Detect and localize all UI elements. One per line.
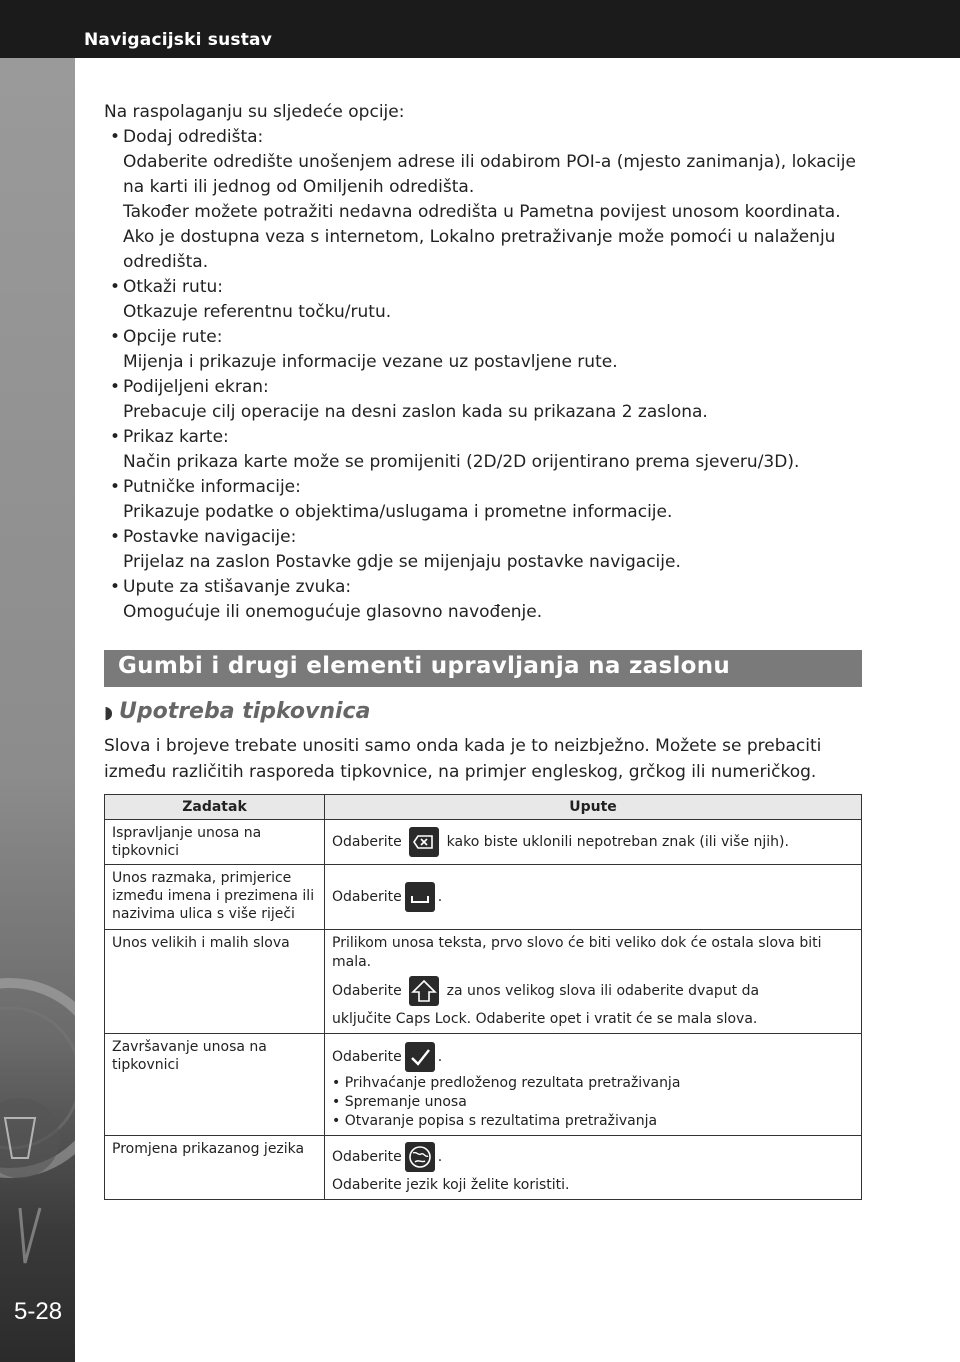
table-row (105, 820, 862, 865)
instructions-cell: Prilikom unosa teksta, prvo slovo će biti veliko dok će ostala slova biti mala. Odaberite za unos velikog slova ili odaberite dvaput da uključite Caps Lock. Odaberite opet i vratit će se mala slova. (325, 930, 862, 1034)
sidebar-decoration (0, 58, 75, 1362)
column-header-instructions: Upute (325, 795, 862, 820)
checkmark-icon (405, 1042, 435, 1072)
task-cell: Promjena prikazanog jezika (105, 1136, 325, 1200)
list-item: • Podijeljeni ekran: Prebacuje cilj operacije na desni zaslon kada su prikazana 2 zaslona. (110, 377, 708, 422)
header-bar (0, 0, 960, 58)
backspace-icon (409, 827, 439, 857)
instructions-cell: Odaberite . • Prihvaćanje predloženog rezultata pretraživanja • Spremanje unosa • Otvaranje popisa s rezultatima pretraživanja (325, 1034, 862, 1136)
list-item: • Opcije rute: Mijenja i prikazuje informacije vezane uz postavljene rute. (110, 327, 618, 372)
task-cell: Završavanje unosa na tipkovnici (105, 1034, 325, 1136)
table-header-row (105, 795, 862, 820)
list-item: • Otvaranje popisa s rezultatima pretraživanja (332, 1113, 658, 1129)
header-title: Navigacijski sustav (84, 30, 272, 50)
keyboard-paragraph: Slova i brojeve trebate unositi samo onda kada je to neizbježno. Možete se prebaciti između različitih rasporeda tipkovnice, na primjer engleskog, grčkog ili numeričkog. (104, 736, 822, 782)
instructions-cell: Odaberite kako biste uklonili nepotreban znak (ili više njih). (325, 820, 862, 865)
section-heading (104, 650, 862, 687)
subsection-heading (104, 699, 370, 724)
list-item: • Postavke navigacije: Prijelaz na zaslon Postavke gdje se mijenjaju postavke navigacije. (110, 527, 681, 572)
list-item: • Otkaži rutu: Otkazuje referentnu točku/rutu. (110, 277, 392, 322)
task-cell: Unos razmaka, primjerice između imena i prezimena ili nazivima ulica s više riječi (105, 865, 325, 930)
list-item: • Prihvaćanje predloženog rezultata pretraživanja (332, 1075, 681, 1091)
keyboard-table (104, 794, 862, 1200)
space-key-icon (405, 882, 435, 912)
instructions-cell: Odaberite . (325, 865, 862, 930)
globe-icon (405, 1142, 435, 1172)
column-header-task: Zadatak (105, 795, 325, 820)
list-item: • Upute za stišavanje zvuka: Omogućuje ili onemogućuje glasovno navođenje. (110, 577, 543, 622)
list-item: • Dodaj odredišta: Odaberite odredište unošenjem adrese ili odabirom POI-a (mjesto zanimanja), lokacije na karti ili jednog od Omiljenih odredišta. Također možete potražiti nedavna odredišta u Pametna povijest unosom koordinata. Ako je dostupna veza s internetom, Lokalno pretraživanje može pomoći u nalaženju odredišta. (110, 127, 856, 272)
section-title: Gumbi i drugi elementi upravljanja na zaslonu (118, 653, 731, 679)
list-item: • Putničke informacije: Prikazuje podatke o objektima/uslugama i prometne informacije. (110, 477, 673, 522)
table-row (105, 1034, 862, 1136)
options-list (104, 125, 864, 625)
list-item: • Spremanje unosa (332, 1094, 467, 1110)
table-row (105, 865, 862, 930)
options-section (104, 100, 864, 625)
instructions-cell: Odaberite . Odaberite jezik koji želite koristiti. (325, 1136, 862, 1200)
task-cell: Unos velikih i malih slova (105, 930, 325, 1034)
shift-key-icon (409, 976, 439, 1006)
table-row (105, 1136, 862, 1200)
table-row (105, 930, 862, 1034)
steering-wheel-illustration (0, 58, 75, 1362)
intro-text: Na raspolaganju su sljedeće opcije: (104, 102, 405, 122)
subsection-title: Upotreba tipkovnica (118, 699, 371, 724)
task-cell: Ispravljanje unosa na tipkovnici (105, 820, 325, 865)
page-number: 5-28 (14, 1298, 63, 1325)
list-item: • Prikaz karte: Način prikaza karte može se promijeniti (2D/2D orijentirano prema sjeveru/3D). (110, 427, 800, 472)
heading-marker-icon: ◗ (104, 703, 113, 723)
